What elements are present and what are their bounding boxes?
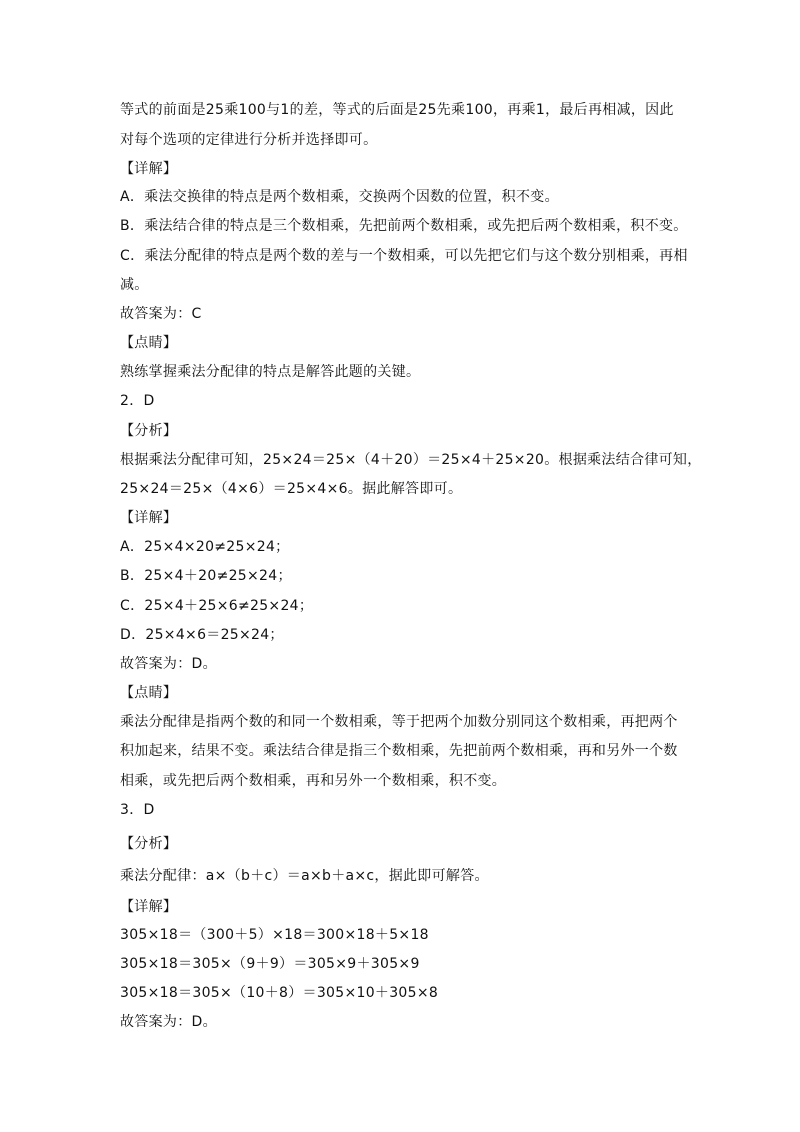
equation-line: 305×18＝305×（10＋8）＝305×10＋305×8 xyxy=(120,985,439,1001)
section-heading: 【详解】 xyxy=(120,899,178,915)
option-line: B．乘法结合律的特点是三个数相乘，先把前两个数相乘，或先把后两个数相乘，积不变。 xyxy=(120,218,688,234)
paragraph-line: 相乘，或先把后两个数相乘，再和另外一个数相乘，积不变。 xyxy=(120,773,507,789)
section-heading: 【分析】 xyxy=(120,836,178,852)
section-heading: 【详解】 xyxy=(120,510,178,526)
paragraph-line: 25×24＝25×（4×6）＝25×4×6。据此解答即可。 xyxy=(120,481,463,497)
section-heading: 【点睛】 xyxy=(120,685,178,701)
answer-line: 故答案为：D。 xyxy=(120,1014,217,1030)
answer-line: 故答案为：D。 xyxy=(120,656,217,672)
paragraph-line: 对每个选项的定律进行分析并选择即可。 xyxy=(120,132,378,148)
paragraph-line: 乘法分配律是指两个数的和同一个数相乘，等于把两个加数分别同这个数相乘，再把两个 xyxy=(120,714,678,730)
option-line: C．25×4＋25×6≠25×24； xyxy=(120,598,314,614)
option-line: 减。 xyxy=(120,277,149,293)
paragraph-line: 等式的前面是25乘100与1的差，等式的后面是25先乘100，再乘1，最后再相减，因此 xyxy=(120,102,674,118)
paragraph-line: 积加起来，结果不变。乘法结合律是指三个数相乘，先把前两个数相乘，再和另外一个数 xyxy=(120,743,678,759)
option-line: B．25×4＋20≠25×24； xyxy=(120,568,292,584)
section-heading: 【分析】 xyxy=(120,423,178,439)
question-number: 2．D xyxy=(120,393,155,409)
option-line: D．25×4×6＝25×24； xyxy=(120,627,284,643)
option-line: C．乘法分配律的特点是两个数的差与一个数相乘，可以先把它们与这个数分别相乘，再相 xyxy=(120,248,688,264)
paragraph-line: 熟练掌握乘法分配律的特点是解答此题的关键。 xyxy=(120,364,421,380)
answer-line: 故答案为：C xyxy=(120,306,202,322)
paragraph-line: 乘法分配律：a×（b＋c）＝a×b＋a×c，据此即可解答。 xyxy=(120,868,489,884)
equation-line: 305×18＝305×（9＋9）＝305×9＋305×9 xyxy=(120,956,420,972)
section-heading: 【点睛】 xyxy=(120,335,178,351)
section-heading: 【详解】 xyxy=(120,161,178,177)
question-number: 3．D xyxy=(120,802,155,818)
paragraph-line: 根据乘法分配律可知，25×24＝25×（4＋20）＝25×4＋25×20。根据乘法结合律可知， xyxy=(120,452,702,468)
option-line: A．乘法交换律的特点是两个数相乘，交换两个因数的位置，积不变。 xyxy=(120,189,559,205)
equation-line: 305×18＝（300＋5）×18＝300×18＋5×18 xyxy=(120,927,429,943)
option-line: A．25×4×20≠25×24； xyxy=(120,539,290,555)
